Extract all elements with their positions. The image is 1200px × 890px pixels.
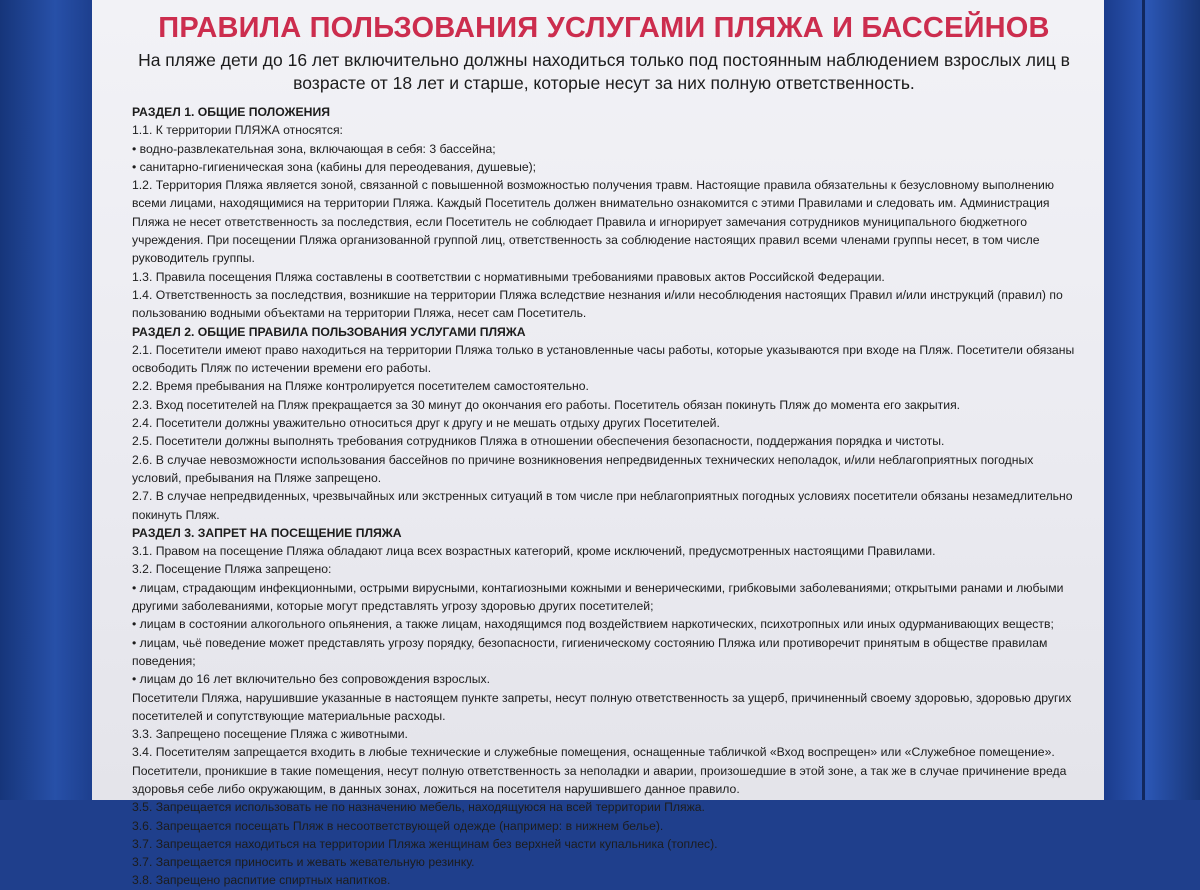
rule-item: Посетители Пляжа, нарушившие указанные в настоящем пункте запреты, несут полную ответственность за ущерб, причиненный своему здоровью, здоровью других посетителей и сопутствующие материальные расходы. — [132, 690, 1072, 723]
rule-item: 3.6. Запрещается посещать Пляж в несоответствующей одежде (например: в нижнем белье). — [132, 818, 664, 833]
blue-frame-left — [0, 0, 92, 800]
rule-item: 3.2. Посещение Пляжа запрещено: — [132, 562, 332, 577]
rule-item: • лицам, страдающим инфекционными, острыми вирусными, контагиозными кожными и венерическими, грибковыми заболеваниями; открытыми ранами и любыми другими заболеваниями, которые могут представлять угрозу здоровью других посетителей; — [132, 580, 1064, 614]
section-heading: РАЗДЕЛ 3. ЗАПРЕТ НА ПОСЕЩЕНИЕ ПЛЯЖА — [132, 525, 402, 540]
rule-item: 3.4. Посетителям запрещается входить в любые технические и служебные помещения, оснащенные табличкой «Вход воспрещен» или «Служебное помещение». Посетители, проникшие в такие помещения, несут полную ответственность за неполадки и аварии, произошедшие в этой зоне, а так же в случае причинение вреда здоровья себе либо окружающим, в данных зонах, ложиться на посетителя нарушившего данное правило. — [132, 745, 1067, 796]
sign-intro: На пляже дети до 16 лет включительно должны находиться только под постоянным наблюдением взрослых лиц в возрасте от 18 лет и старше, которые несут за них полную ответственность. — [138, 50, 1070, 93]
rule-item: • лицам в состоянии алкогольного опьянения, а также лицам, находящимся под воздействием наркотических, психотропных или иных одурманивающих веществ; — [132, 617, 1054, 632]
rule-item: • лицам, чьё поведение может представлять угрозу порядку, безопасности, гигиеническому состоянию Пляжа или противоречит принятым в обществе правилам поведения; — [132, 635, 1048, 668]
rule-item: 2.5. Посетители должны выполнять требования сотрудников Пляжа в отношении обеспечения безопасности, поддержания порядка и чистоты. — [132, 434, 945, 449]
rule-item: 3.7. Запрещается находиться на территории Пляжа женщинам без верхней части купальника (топлес). — [132, 836, 718, 851]
sign-title: ПРАВИЛА ПОЛЬЗОВАНИЯ УСЛУГАМИ ПЛЯЖА И БАССЕЙНОВ — [158, 12, 1050, 44]
rule-item: • санитарно-гигиеническая зона (кабины для переодевания, душевые); — [132, 159, 537, 174]
rule-item: 3.8. Запрещено распитие спиртных напитков. — [132, 873, 391, 888]
rule-item: 1.4. Ответственность за последствия, возникшие на территории Пляжа вследствие незнания и/или несоблюдения настоящих Правил и/или инструкций (правил) по пользованию водными объектами на территории Пляжа, несет сам Посетитель. — [132, 287, 1063, 321]
section-heading: РАЗДЕЛ 1. ОБЩИЕ ПОЛОЖЕНИЯ — [132, 105, 330, 119]
rule-item: 1.1. К территории ПЛЯЖА относятся: — [132, 123, 343, 138]
rules-sign — [92, 0, 1104, 888]
rule-item: • водно-развлекательная зона, включающая в себя: 3 бассейна; — [132, 141, 496, 156]
rule-item: 2.7. В случае непредвиденных, чрезвычайных или экстренных ситуаций в том числе при неблагоприятных погодных условиях посетители обязаны незамедлительно покинуть Пляж. — [132, 489, 1073, 522]
frame-seam — [1142, 0, 1145, 800]
rule-item: 2.4. Посетители должны уважительно относиться друг к другу и не мешать отдыху других Посетителей. — [132, 416, 720, 431]
rule-item: 1.2. Территория Пляжа является зоной, связанной с повышенной возможностью получения травм. Настоящие правила обязательны к безусловному выполнению всеми лицами, находящимися на территории Пляжа. Каждый Посетитель должен внимательно ознакомится с этими Правилами и следовать им. Администрация Пляжа не несет ответственность за последствия, если Посетитель не соблюдает Правила и игнорирует замечания сотрудников муниципального бюджетного учреждения. При посещении Пляжа организованной группой лиц, ответственность за соблюдение настоящих правил всеми членами группы несет, в том числе руководитель группы. — [132, 178, 1054, 266]
rule-item: 3.3. Запрещено посещение Пляжа с животными. — [132, 727, 408, 742]
rule-item: 2.2. Время пребывания на Пляже контролируется посетителем самостоятельно. — [132, 379, 589, 394]
rule-item: 3.7. Запрещается приносить и жевать жевательную резинку. — [132, 855, 475, 870]
rule-item: 2.1. Посетители имеют право находиться на территории Пляжа только в установленные часы работы, которые указываются при входе на Пляж. Посетители обязаны освободить Пляж по истечении времени его работы. — [132, 342, 1075, 376]
rule-item: 3.1. Правом на посещение Пляжа обладают лица всех возрастных категорий, кроме исключений, предусмотренных настоящими Правилами. — [132, 544, 936, 559]
rule-item: • лицам до 16 лет включительно без сопровождения взрослых. — [132, 672, 490, 687]
blue-frame-right — [1104, 0, 1200, 800]
rule-item: 2.3. Вход посетителей на Пляж прекращается за 30 минут до окончания его работы. Посетитель обязан покинуть Пляж до момента его закрытия. — [132, 397, 961, 412]
rule-item: 1.3. Правила посещения Пляжа составлены в соответствии с нормативными требованиями правовых актов Российской Федерации. — [132, 269, 885, 284]
rules-list — [132, 103, 1076, 890]
rule-item: 2.6. В случае невозможности использования бассейнов по причине возникновения непредвиденных технических неполадок, и/или неблагоприятных погодных условий, пребывания на Пляже запрещено. — [132, 452, 1034, 485]
section-heading: РАЗДЕЛ 2. ОБЩИЕ ПРАВИЛА ПОЛЬЗОВАНИЯ УСЛУГАМИ ПЛЯЖА — [132, 324, 526, 339]
rule-item: 3.5. Запрещается использовать не по назначению мебель, находящуюся на всей территории Пляжа. — [132, 800, 705, 815]
